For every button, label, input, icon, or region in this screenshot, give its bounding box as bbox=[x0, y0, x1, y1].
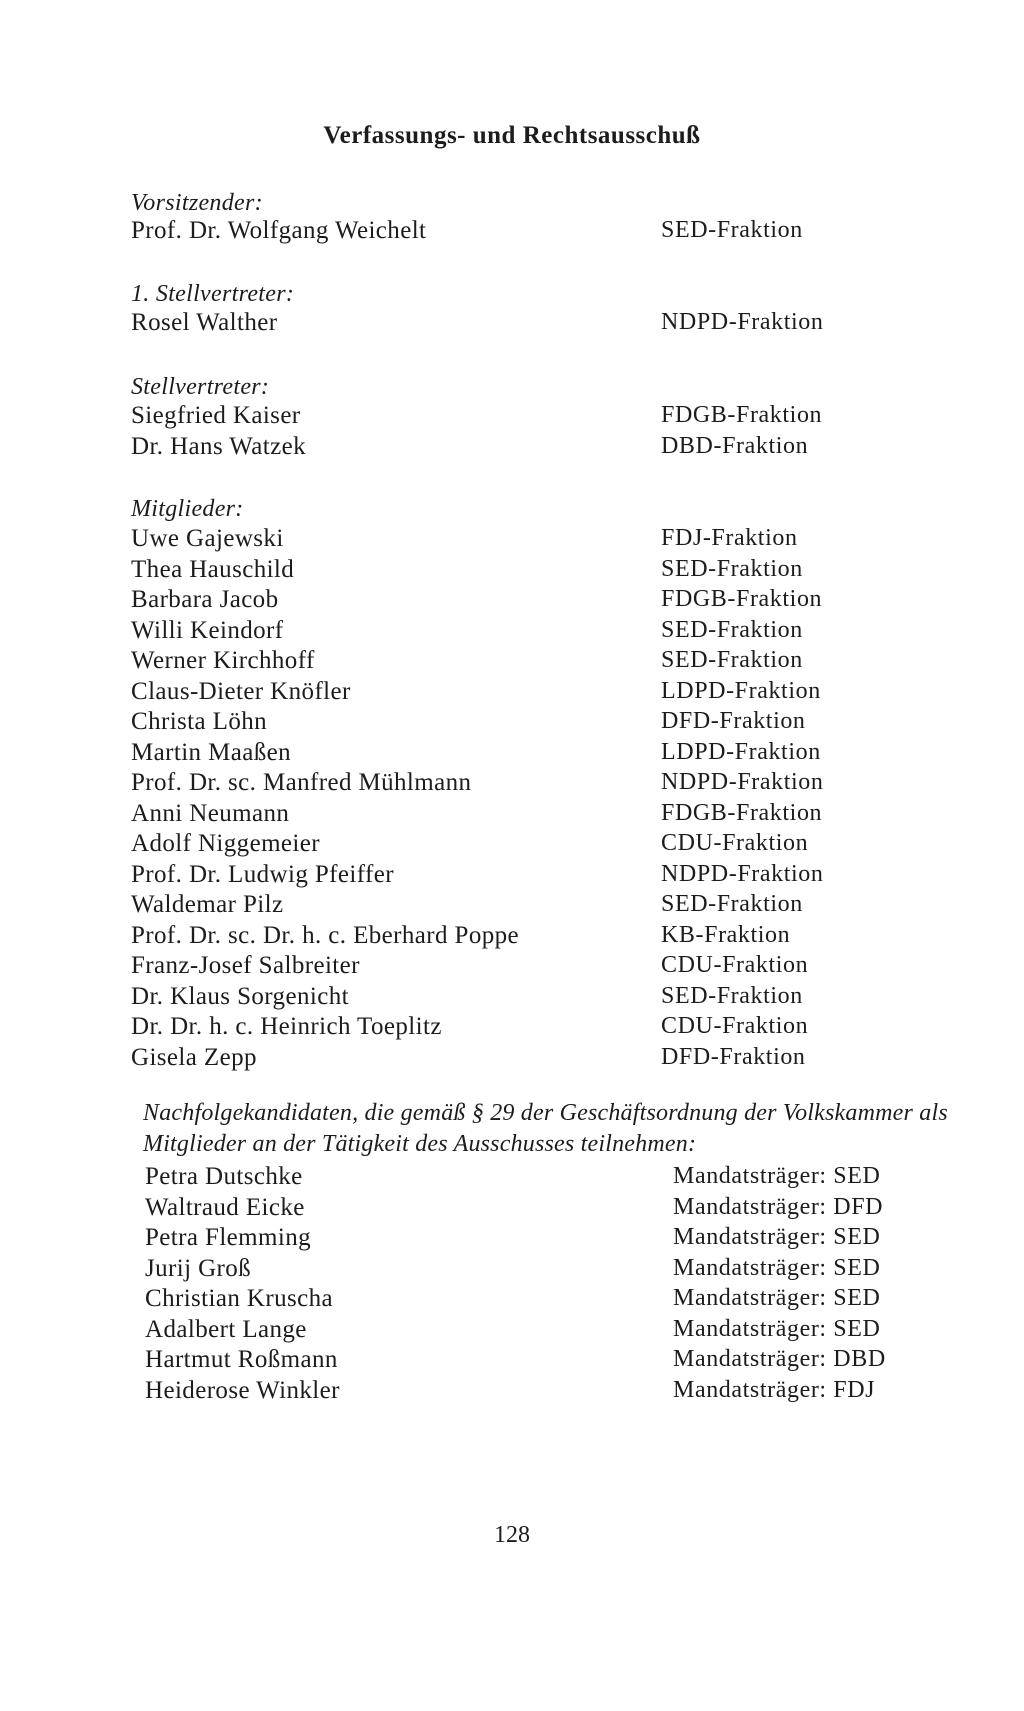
member-entry bbox=[131, 983, 891, 1013]
candidate-name: Waltraud Eicke bbox=[145, 1193, 305, 1221]
deputy-entry bbox=[131, 433, 891, 463]
party-label: NDPD-Fraktion bbox=[661, 309, 824, 335]
member-entry bbox=[131, 678, 891, 708]
member-name: Martin Maaßen bbox=[131, 738, 292, 766]
mandate-label: Mandatsträger: FDJ bbox=[673, 1376, 876, 1403]
candidate-name: Hartmut Roßmann bbox=[145, 1346, 338, 1373]
member-entry bbox=[131, 617, 891, 647]
candidate-entry bbox=[145, 1194, 905, 1224]
party-label: LDPD-Fraktion bbox=[661, 677, 821, 704]
member-name: Christa Löhn bbox=[131, 708, 268, 735]
member-name: Prof. Dr. Wolfgang Weichelt bbox=[131, 217, 427, 244]
candidate-name: Christian Kruscha bbox=[145, 1285, 334, 1312]
member-entry bbox=[131, 891, 891, 921]
member-entry bbox=[131, 739, 891, 769]
party-label: SED-Fraktion bbox=[661, 891, 803, 917]
member-entry bbox=[131, 830, 891, 860]
chair-label: Vorsitzender: bbox=[131, 190, 263, 216]
page-number: 128 bbox=[494, 1522, 530, 1548]
first-deputy-entry bbox=[131, 309, 891, 339]
party-label: FDGB-Fraktion bbox=[661, 586, 823, 612]
party-label: SED-Fraktion bbox=[661, 616, 803, 643]
member-name: Waldemar Pilz bbox=[131, 891, 284, 918]
party-label: DFD-Fraktion bbox=[661, 1043, 806, 1070]
party-label: SED-Fraktion bbox=[661, 217, 803, 243]
candidate-entry bbox=[145, 1224, 905, 1254]
member-name: Uwe Gajewski bbox=[131, 525, 284, 552]
member-entry bbox=[131, 647, 891, 677]
member-name: Adolf Niggemeier bbox=[131, 830, 320, 857]
member-name: Dr. Hans Watzek bbox=[131, 433, 307, 460]
member-entry bbox=[131, 586, 891, 616]
party-label: FDGB-Fraktion bbox=[661, 799, 823, 826]
candidate-name: Jurij Groß bbox=[145, 1254, 252, 1282]
mandate-label: Mandatsträger: DBD bbox=[673, 1346, 886, 1372]
member-name: Anni Neumann bbox=[131, 799, 290, 827]
member-name: Gisela Zepp bbox=[131, 1043, 257, 1071]
party-label: CDU-Fraktion bbox=[661, 830, 809, 856]
candidate-name: Heiderose Winkler bbox=[145, 1376, 340, 1404]
member-name: Thea Hauschild bbox=[131, 555, 295, 583]
party-label: SED-Fraktion bbox=[661, 555, 803, 582]
first-deputy-label: 1. Stellvertreter: bbox=[131, 281, 295, 307]
page-title: Verfassungs- und Rechtsausschuß bbox=[323, 122, 701, 149]
party-label: FDJ-Fraktion bbox=[661, 525, 798, 551]
deputies-label: Stellvertreter: bbox=[131, 374, 270, 400]
member-name: Dr. Klaus Sorgenicht bbox=[131, 982, 349, 1010]
member-entry bbox=[131, 800, 891, 830]
member-entry bbox=[131, 1044, 891, 1074]
member-name: Prof. Dr. sc. Manfred Mühlmann bbox=[131, 769, 472, 796]
candidate-name: Petra Dutschke bbox=[145, 1163, 303, 1190]
party-label: FDGB-Fraktion bbox=[661, 402, 823, 428]
candidate-entry bbox=[145, 1316, 905, 1346]
member-entry bbox=[131, 861, 891, 891]
mandate-label: Mandatsträger: DFD bbox=[673, 1193, 884, 1220]
member-name: Rosel Walther bbox=[131, 309, 278, 336]
member-name: Claus-Dieter Knöfler bbox=[131, 677, 351, 705]
candidate-name: Petra Flemming bbox=[145, 1224, 312, 1251]
member-entry bbox=[131, 556, 891, 586]
deputy-entry bbox=[131, 402, 891, 432]
party-label: SED-Fraktion bbox=[661, 982, 803, 1009]
member-name: Willi Keindorf bbox=[131, 616, 284, 644]
member-name: Barbara Jacob bbox=[131, 586, 279, 613]
member-name: Werner Kirchhoff bbox=[131, 647, 315, 674]
candidate-entry bbox=[145, 1285, 905, 1315]
candidates-note: Nachfolgekandidaten, die gemäß § 29 der Geschäftsordnung der Volkskammer als Mitglieder an der Tätigkeit des Ausschusses teilnehmen: bbox=[143, 1100, 948, 1157]
party-label: SED-Fraktion bbox=[661, 647, 803, 673]
member-entry bbox=[131, 525, 891, 555]
member-entry bbox=[131, 1013, 891, 1043]
candidate-entry bbox=[145, 1163, 905, 1193]
candidate-entry bbox=[145, 1255, 905, 1285]
member-name: Dr. Dr. h. c. Heinrich Toeplitz bbox=[131, 1013, 442, 1040]
party-label: KB-Fraktion bbox=[661, 921, 791, 948]
party-label: NDPD-Fraktion bbox=[661, 860, 824, 887]
members-label: Mitglieder: bbox=[131, 496, 244, 522]
candidate-entry bbox=[145, 1377, 905, 1407]
mandate-label: Mandatsträger: SED bbox=[673, 1163, 881, 1189]
mandate-label: Mandatsträger: SED bbox=[673, 1224, 881, 1250]
party-label: CDU-Fraktion bbox=[661, 1013, 809, 1039]
member-name: Siegfried Kaiser bbox=[131, 402, 301, 429]
member-entry bbox=[131, 708, 891, 738]
member-entry bbox=[131, 952, 891, 982]
party-label: DFD-Fraktion bbox=[661, 708, 806, 734]
member-entry bbox=[131, 922, 891, 952]
party-label: LDPD-Fraktion bbox=[661, 738, 821, 765]
chair-entry bbox=[131, 217, 891, 247]
member-name: Prof. Dr. Ludwig Pfeiffer bbox=[131, 860, 394, 888]
candidate-entry bbox=[145, 1346, 905, 1376]
member-entry bbox=[131, 769, 891, 799]
member-name: Franz-Josef Salbreiter bbox=[131, 952, 360, 979]
party-label: NDPD-Fraktion bbox=[661, 769, 824, 795]
party-label: CDU-Fraktion bbox=[661, 952, 809, 978]
mandate-label: Mandatsträger: SED bbox=[673, 1285, 881, 1311]
member-name: Prof. Dr. sc. Dr. h. c. Eberhard Poppe bbox=[131, 921, 520, 949]
mandate-label: Mandatsträger: SED bbox=[673, 1254, 881, 1281]
candidate-name: Adalbert Lange bbox=[145, 1315, 307, 1343]
mandate-label: Mandatsträger: SED bbox=[673, 1315, 881, 1342]
party-label: DBD-Fraktion bbox=[661, 433, 809, 459]
